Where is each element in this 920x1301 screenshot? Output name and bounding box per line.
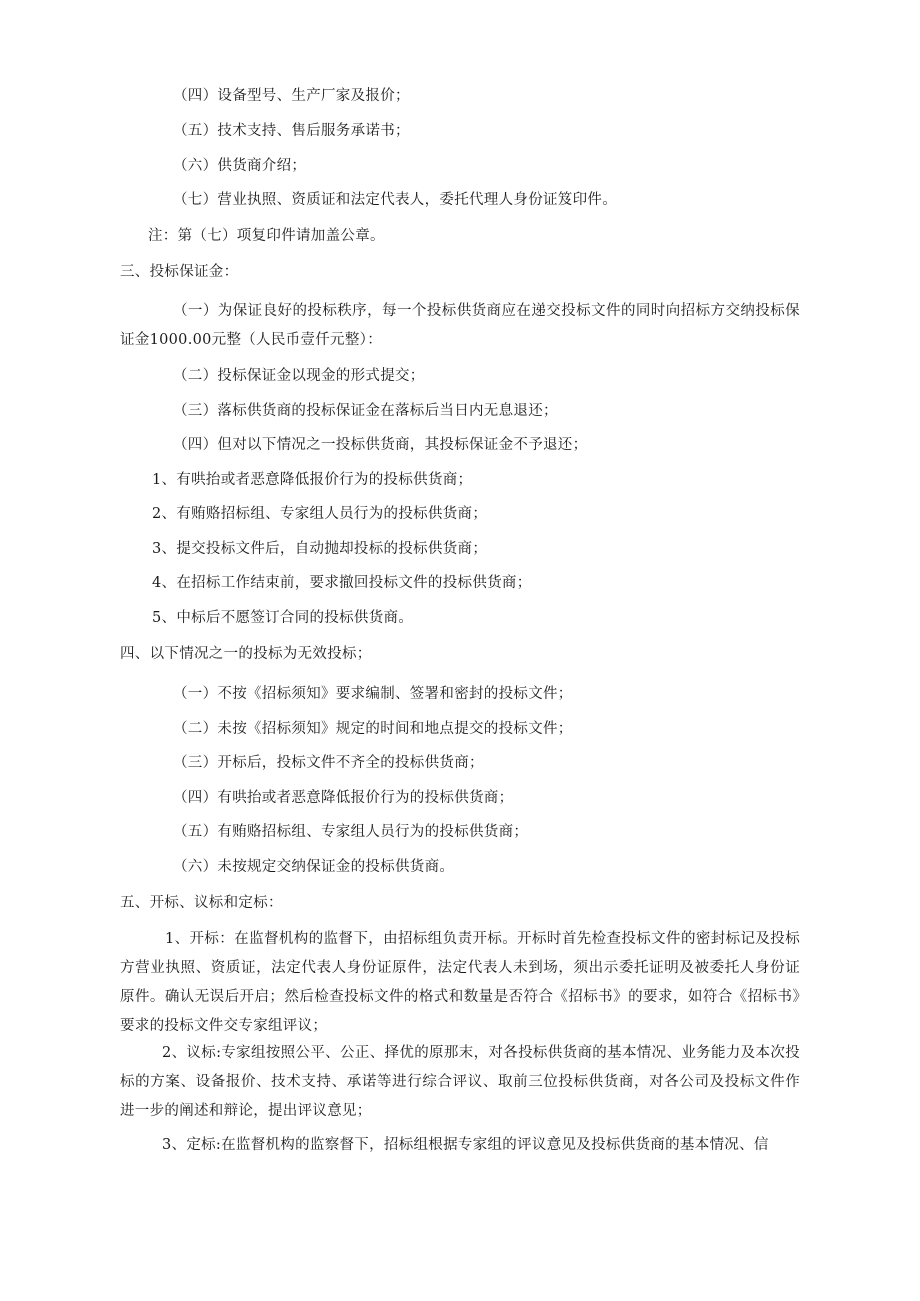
section-3-item-2: （二）投标保证金以现金的形式提交；: [173, 368, 425, 384]
item-equipment-model: （四）设备型号、生产厂家及报价；: [173, 88, 410, 104]
invalid-bid-item: （一）不按《招标须知》要求编制、签署和密封的投标文件；: [173, 686, 573, 702]
section-3-item-4: （四）但对以下情况之一投标供货商，其投标保证金不予退还；: [173, 437, 588, 453]
invalid-bid-item: （三）开标后，投标文件不齐全的投标供货商；: [173, 755, 484, 771]
item-supplier-intro: （六）供货商介绍；: [173, 158, 307, 174]
forfeit-case: 1、有哄抬或者恶意降低报价行为的投标供货商；: [152, 472, 473, 488]
section-3-item-3: （三）落标供货商的投标保证金在落标后当日内无息退还；: [173, 403, 558, 419]
item-business-license: （七）营业执照、资质证和法定代表人，委托代理人身份证笈印件。: [173, 192, 617, 208]
section-5-heading: 五、开标、议标和定标：: [120, 895, 283, 911]
item-tech-support: （五）技术支持、售后服务承诺书；: [173, 123, 410, 139]
forfeit-case: 3、提交投标文件后，自动抛却投标的投标供货商；: [152, 541, 488, 557]
bid-award-paragraph: 3、定标:在监督机构的监察督下，招标组根据专家组的评议意见及投标供货商的基本情况、信: [162, 1137, 769, 1153]
invalid-bid-item: （五）有贿赂招标组、专家组人员行为的投标供货商；: [173, 824, 529, 840]
bid-opening-paragraph: 1、开标：在监督机构的监督下，由招标组负责开标。开标时首先检查投标文件的密封标记及投标方营业执照、资质证，法定代表人身份证原件，法定代表人未到场，须出示委托证明及被委托人身份证原件。确认无误后开启；然后检查投标文件的格式和数量是否符合《招标书》的要求，如符合《招标书》要求的投标文件交专家组评议；: [120, 931, 800, 1034]
forfeit-case: 5、中标后不愿签订合同的投标供货商。: [152, 610, 414, 626]
invalid-bid-item: （二）未按《招标须知》规定的时间和地点提交的投标文件；: [173, 721, 573, 737]
note-copy-seal: 注：第（七）项复印件请加盖公章。: [148, 228, 385, 244]
forfeit-case: 2、有贿赂招标组、专家组人员行为的投标供货商；: [152, 506, 488, 522]
forfeit-case: 4、在招标工作结束前，要求撤回投标文件的投标供货商；: [152, 575, 532, 591]
section-4-heading: 四、以下情况之一的投标为无效投标；: [120, 646, 372, 662]
section-3-item-1: （一）为保证良好的投标秩序，每一个投标供货商应在递交投标文件的同时向招标方交纳投标保证金1000.00元整（人民币壹仟元整）：: [120, 303, 800, 348]
section-3-heading: 三、投标保证金：: [120, 264, 239, 280]
invalid-bid-item: （六）未按规定交纳保证金的投标供货商。: [173, 859, 455, 875]
bid-discussion-paragraph: 2、议标:专家组按照公平、公正、择优的原那末，对各投标供货商的基本情况、业务能力及本次投标的方案、设备报价、技术支持、承诺等进行综合评议、取前三位投标供货商，对各公司及投标文件作进一步的阐述和辩论，提出评议意见；: [120, 1045, 800, 1119]
invalid-bid-item: （四）有哄抬或者恶意降低报价行为的投标供货商；: [173, 790, 514, 806]
